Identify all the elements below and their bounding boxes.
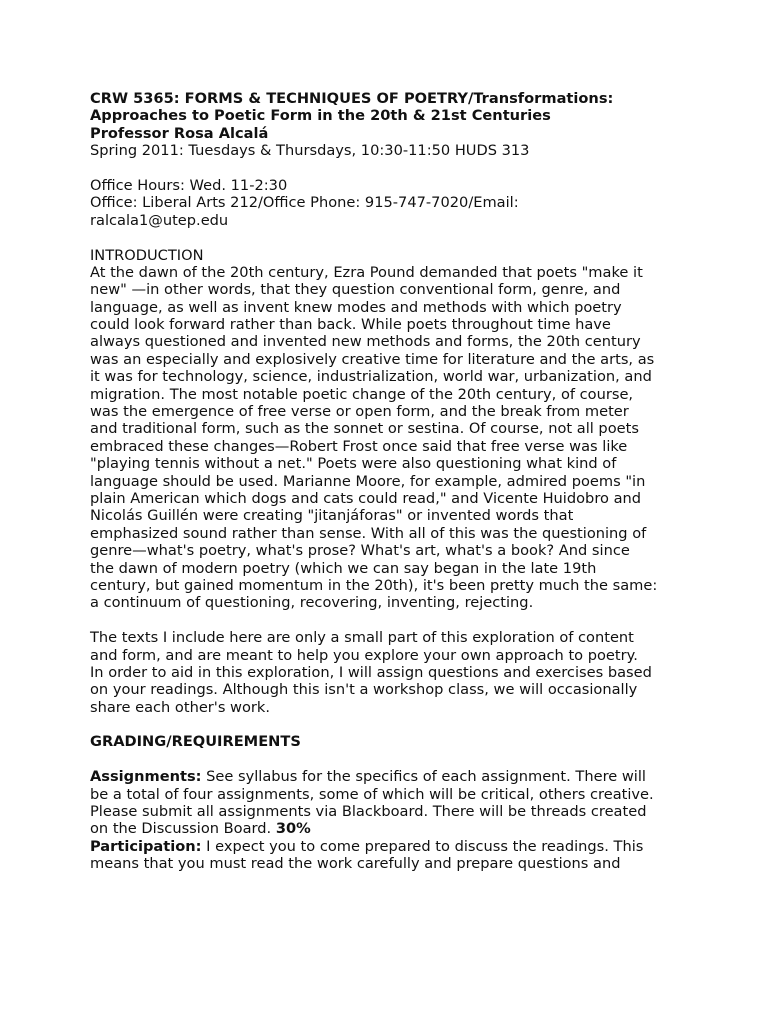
- paragraph-line: embraced these changes—Robert Frost once said that free verse was like: [90, 437, 628, 455]
- assignments-text: See syllabus for the specifics of each assignment. There will: [201, 768, 646, 786]
- assignments-block: [90, 768, 690, 838]
- spacer: [90, 751, 690, 768]
- office-hours: Office Hours: Wed. 11-2:30: [90, 176, 288, 194]
- syllabus-page: [90, 90, 690, 873]
- paragraph-line: migration. The most notable poetic change of the 20th century, of course,: [90, 385, 634, 403]
- course-title-line2: Approaches to Poetic Form in the 20th & 21st Centuries: [90, 107, 551, 125]
- grading-heading: GRADING/REQUIREMENTS: [90, 733, 301, 751]
- spacer: [90, 160, 690, 177]
- assignments-line: [90, 768, 690, 785]
- paragraph-line: the dawn of modern poetry (which we can say began in the late 19th: [90, 559, 597, 577]
- assignments-percent: 30%: [275, 820, 311, 838]
- paragraph-line: century, but gained momentum in the 20th), it's been pretty much the same:: [90, 576, 658, 594]
- paragraph-line: language should be used. Marianne Moore, for example, admired poems "in: [90, 472, 646, 490]
- paragraph-line: and form, and are meant to help you explore your own approach to poetry.: [90, 646, 638, 664]
- spacer: [90, 612, 690, 629]
- course-title-line1: CRW 5365: FORMS & TECHNIQUES OF POETRY/Transformations:: [90, 90, 614, 107]
- participation-block: [90, 838, 690, 873]
- introduction-heading: INTRODUCTION: [90, 246, 204, 264]
- introduction-paragraph-1: [90, 264, 690, 612]
- paragraph-line: At the dawn of the 20th century, Ezra Pound demanded that poets "make it: [90, 263, 643, 281]
- paragraph-line: emphasized sound rather than sense. With all of this was the questioning of: [90, 524, 647, 542]
- paragraph-line: Nicolás Guillén were creating "jitanjáforas" or invented words that: [90, 507, 574, 525]
- assignments-line: [90, 820, 690, 837]
- paragraph-line: could look forward rather than back. While poets throughout time have: [90, 316, 611, 334]
- professor-name: Professor Rosa Alcalá: [90, 124, 269, 142]
- paragraph-line: The texts I include here are only a small part of this exploration of content: [90, 629, 634, 647]
- paragraph-line: genre—what's poetry, what's prose? What's art, what's a book? And since: [90, 542, 630, 560]
- course-schedule: Spring 2011: Tuesdays & Thursdays, 10:30-11:50 HUDS 313: [90, 142, 530, 160]
- introduction-paragraph-2: [90, 629, 690, 716]
- participation-line: [90, 838, 690, 855]
- paragraph-line: language, as well as invent knew modes and methods with which poetry: [90, 298, 622, 316]
- assignments-text: on the Discussion Board.: [90, 820, 276, 838]
- participation-line: means that you must read the work carefully and prepare questions and: [90, 855, 621, 873]
- paragraph-line: it was for technology, science, industrialization, world war, urbanization, and: [90, 368, 652, 386]
- paragraph-line: on your readings. Although this isn't a workshop class, we will occasionally: [90, 681, 638, 699]
- paragraph-line: was an especially and explosively creative time for literature and the arts, as: [90, 350, 655, 368]
- assignments-line: Please submit all assignments via Blackboard. There will be threads created: [90, 803, 647, 821]
- spacer: [90, 716, 690, 733]
- paragraph-line: and traditional form, such as the sonnet or sestina. Of course, not all poets: [90, 420, 639, 438]
- paragraph-line: a continuum of questioning, recovering, inventing, rejecting.: [90, 594, 534, 612]
- office-info: Office: Liberal Arts 212/Office Phone: 915-747-7020/Email:: [90, 194, 519, 212]
- paragraph-line: share each other's work.: [90, 698, 271, 716]
- participation-text: I expect you to come prepared to discuss the readings. This: [201, 837, 644, 855]
- paragraph-line: "playing tennis without a net." Poets were also questioning what kind of: [90, 455, 617, 473]
- paragraph-line: was the emergence of free verse or open form, and the break from meter: [90, 403, 629, 421]
- assignments-line: be a total of four assignments, some of which will be critical, others creative.: [90, 785, 654, 803]
- paragraph-line: always questioned and invented new methods and forms, the 20th century: [90, 333, 641, 351]
- paragraph-line: new" —in other words, that they question conventional form, genre, and: [90, 281, 621, 299]
- email-address: ralcala1@utep.edu: [90, 211, 229, 229]
- assignments-label: Assignments:: [90, 768, 202, 786]
- spacer: [90, 229, 690, 246]
- paragraph-line: In order to aid in this exploration, I will assign questions and exercises based: [90, 663, 652, 681]
- participation-label: Participation:: [90, 837, 202, 855]
- paragraph-line: plain American which dogs and cats could read," and Vicente Huidobro and: [90, 489, 642, 507]
